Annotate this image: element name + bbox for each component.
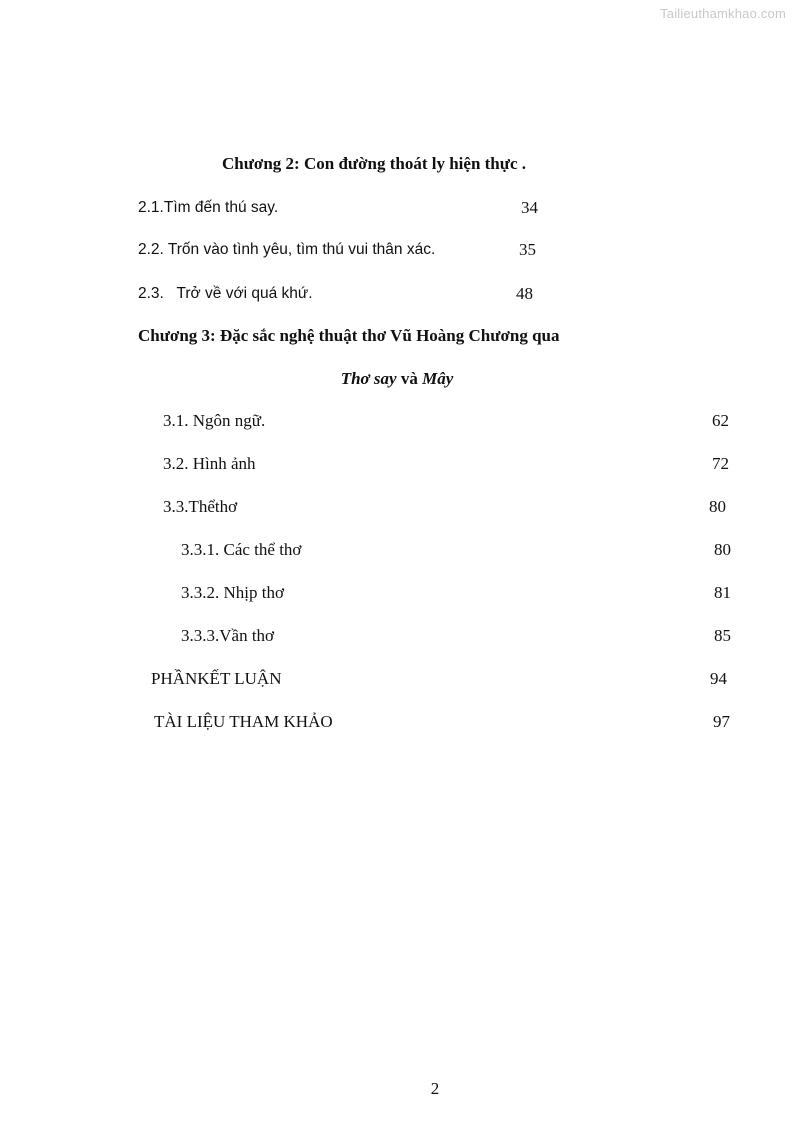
toc-item-2-1-label: 2.1.Tìm đến thú say. [138,199,279,216]
chapter-3-subtitle-work-2: Mây [422,369,454,388]
watermark-text: Tailieuthamkhao.com [660,6,786,21]
toc-item-3-3-label: 3.3.Thểthơ [163,497,238,516]
toc-item-2-3-label: 2.3. Trở về với quá khứ. [138,285,313,302]
toc-conclusion-label: PHẦNKẾT LUẬN [151,669,282,688]
toc-references-label: TÀI LIỆU THAM KHẢO [154,712,333,731]
toc-item-3-1-page: 62 [712,411,729,430]
chapter-3-subtitle-work-1: Thơ say [340,369,397,388]
toc-item-3-3-1-page: 80 [714,540,731,559]
chapter-3-subtitle [0,369,794,389]
toc-item-3-1-label: 3.1. Ngôn ngữ. [163,411,266,430]
page-number: 2 [430,1079,440,1098]
toc-item-3-3-2-label: 3.3.2. Nhịp thơ [181,583,284,602]
toc-item-3-3-page: 80 [709,497,726,516]
toc-item-3-3-3-label: 3.3.3.Vần thơ [181,626,275,645]
toc-item-3-2-label: 3.2. Hình ảnh [163,454,256,473]
toc-conclusion-page: 94 [710,669,727,688]
toc-item-2-3-page: 48 [516,284,533,303]
toc-item-3-3-1-label: 3.3.1. Các thể thơ [181,540,302,559]
toc-item-2-2-page: 35 [519,240,536,259]
chapter-3-subtitle-connector: và [396,369,423,388]
chapter-3-title: Chương 3: Đặc sắc nghệ thuật thơ Vũ Hoàng Chương qua [138,326,560,345]
toc-item-3-3-2-page: 81 [714,583,731,602]
toc-item-3-2-page: 72 [712,454,729,473]
chapter-2-title: Chương 2: Con đường thoát ly hiện thực . [222,154,527,173]
toc-item-3-3-3-page: 85 [714,626,731,645]
toc-item-2-2-label: 2.2. Trốn vào tình yêu, tìm thú vui thân xác. [138,241,436,258]
toc-references-page: 97 [713,712,730,731]
toc-item-2-1-page: 34 [521,198,538,217]
